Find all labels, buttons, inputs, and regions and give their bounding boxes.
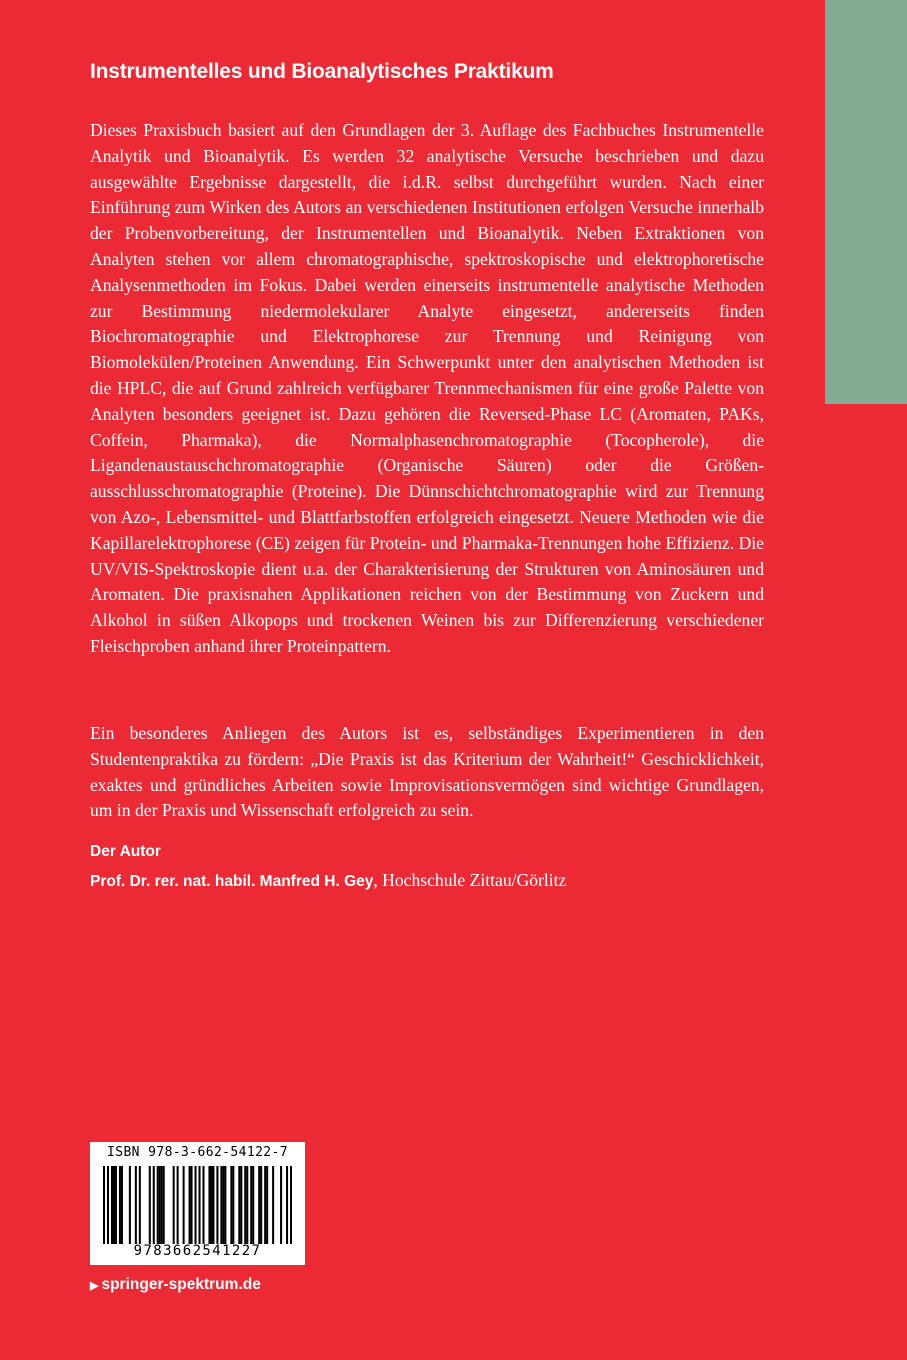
barcode-bar <box>220 1166 222 1244</box>
isbn-barcode <box>90 1142 305 1265</box>
barcode-bar <box>232 1166 234 1244</box>
barcode-bar <box>183 1166 185 1244</box>
barcode-bar <box>238 1166 240 1244</box>
author-label: Der Autor <box>90 843 161 860</box>
barcode-bar <box>230 1166 232 1244</box>
barcode-bar <box>210 1166 212 1244</box>
author-line <box>90 870 566 891</box>
publisher-website <box>90 1276 261 1294</box>
barcode-bar <box>115 1166 117 1244</box>
barcode-bar <box>195 1166 197 1244</box>
barcode-bar <box>222 1166 224 1244</box>
book-title: Instrumentelles und Bioanalytisches Praktikum <box>90 60 554 83</box>
barcode-bar <box>161 1166 163 1244</box>
author-institution: , Hochschule Zittau/Görlitz <box>373 870 567 890</box>
green-accent-tab <box>825 0 907 404</box>
barcode-bar <box>139 1166 141 1244</box>
barcode-bar <box>189 1166 191 1244</box>
barcode-bar <box>177 1166 179 1244</box>
barcode-bar <box>208 1166 210 1244</box>
ean-digits: 9783662541227 <box>133 1243 262 1259</box>
barcode-bar <box>103 1166 105 1244</box>
barcode-bar <box>135 1166 137 1244</box>
barcode-bar <box>157 1166 159 1244</box>
barcode-bar <box>107 1166 109 1244</box>
barcode-bar <box>244 1166 246 1244</box>
website-text: springer-spektrum.de <box>101 1276 261 1293</box>
barcode-bar <box>216 1166 218 1244</box>
barcode-bar <box>264 1166 266 1244</box>
barcode-bar <box>149 1166 151 1244</box>
barcode-bar <box>129 1166 131 1244</box>
barcode-bar <box>121 1166 123 1244</box>
barcode-bar <box>280 1166 282 1244</box>
barcode-bar <box>252 1166 254 1244</box>
author-name: Prof. Dr. rer. nat. habil. Manfred H. Gey <box>90 873 374 890</box>
barcode-bar <box>212 1166 214 1244</box>
barcode-bar <box>191 1166 193 1244</box>
barcode-bar <box>286 1166 288 1244</box>
barcode-bar <box>119 1166 121 1244</box>
barcode-bar <box>260 1166 262 1244</box>
barcode-bar <box>113 1166 115 1244</box>
barcode-bars <box>103 1166 292 1244</box>
barcode-bar <box>153 1166 155 1244</box>
barcode-bar <box>258 1166 260 1244</box>
barcode-bar <box>290 1166 292 1244</box>
barcode-bar <box>266 1166 268 1244</box>
barcode-bar <box>111 1166 113 1244</box>
barcode-bar <box>159 1166 161 1244</box>
barcode-bar <box>240 1166 242 1244</box>
barcode-bar <box>202 1166 204 1244</box>
description-paragraph-2: Ein besonderes Anliegen des Autors ist es, selbständiges Experimentieren in den Studentenpraktika zu fördern: „Die Praxis ist das Kriterium der Wahrheit!“ Geschicklichkeit, exaktes und gründliches Arbeiten sowie Improvisationsvermögen sind wichtige Grundlagen, um in der Praxis und Wissenschaft erfolgreich zu sein. <box>90 723 764 821</box>
description-paragraph-1: Dieses Praxisbuch basiert auf den Grundlagen der 3. Auflage des Fachbuches Instrumentelle Analytik und Bioanalytik. Es werden 32 analytische Versuche beschrieben und dazu ausgewählte Ergebnisse dargestellt, die i.d.R. selbst durchgeführt wurden. Nach einer Einführung zum Wirken des Autors an verschiedenen Institutionen erfolgen Versuche innerhalb der Probenvorbereitung, der Instrumentellen und Bioanalytik. Neben Extraktionen von Analyten stehen vor allem chromatographische, spektroskopische und elektrophoretische Analysenmethoden im Fokus. Dabei werden einerseits instrumentelle analytische Methoden zur Bestimmung niedermolekularer Analyte eingesetzt, andererseits finden Biochromatographie und Elektrophorese zur Trennung und Reinigung von Biomolekülen/Proteinen Anwendung. Ein Schwerpunkt unter den analytischen Methoden ist die HPLC, die auf Grund zahlreich verfügbarer Trennmechanismen für eine große Palette von Analyten besonders geeignet ist. Dazu gehören die Reversed-Phase LC (Aromaten, PAKs, Coffein, Pharmaka), die Normalphasenchromatographie (Tocopherole), die Ligandenaustauschchromatographie (Organische Säuren) oder die Größenausschlusschromatographie (Proteine). Die Dünnschichtchromatographie wird zur Trennung von Azo-, Lebensmittel- und Blattfarbstoffen erfolgreich eingesetzt. Neuere Methoden wie die Kapillarelektrophorese (CE) zeigen für Protein- und Pharmaka-Trennungen hohe Effizienz. Die UV/VIS-Spektroskopie dient u.a. der Charakterisierung der Strukturen von Aminosäuren und Aromaten. Die praxisnahen Applikationen reichen von der Bestimmung von Zuckern und Alkohol in süßen Alkopops und trockenen Weinen bis zur Differenzierung verschiedener Fleischproben anhand ihrer Proteinpattern. <box>90 120 764 656</box>
barcode-bar <box>224 1166 226 1244</box>
barcode-bar <box>272 1166 274 1244</box>
barcode-bar <box>173 1166 175 1244</box>
barcode-bar <box>250 1166 252 1244</box>
barcode-bar <box>198 1166 200 1244</box>
isbn-label: ISBN 978-3-662-54122-7 <box>107 1145 288 1160</box>
barcode-bar <box>246 1166 248 1244</box>
barcode-bar <box>163 1166 165 1244</box>
arrow-right-icon: ▶ <box>90 1280 99 1292</box>
